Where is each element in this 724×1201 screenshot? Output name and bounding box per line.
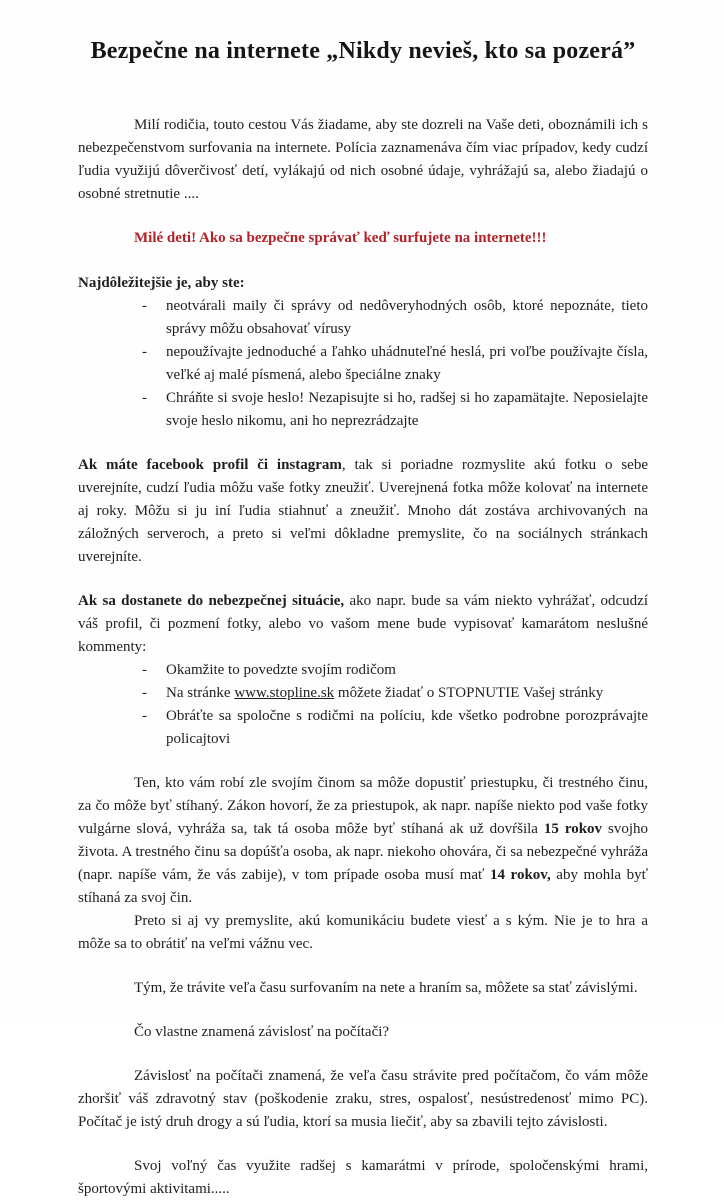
safety-rule-item-1: - neotvárali maily či správy od nedôveryhodných osôb, ktoré nepoznáte, tieto správy môžu obsahovať vírusy	[140, 295, 648, 341]
law-text-run-2: svojho života. A trestného činu sa dopúšťa osoba, ak napr. niekoho ohovára, či sa nebezpečné vyhráža (napr. napíše vám, že vás zabije), v tom prípade osoba musí mať	[78, 821, 648, 883]
stopline-after-text: môžete žiadať o STOPNUTIE Vašej stránky	[334, 685, 604, 701]
law-text-run-3: aby mohla byť stíhaná za svoj čin.	[78, 867, 649, 906]
addiction-question-paragraph: Čo vlastne znamená závislosť na počítači?	[134, 1024, 390, 1040]
law-bold-15-rokov: 15 rokov	[543, 821, 603, 837]
time-online-paragraph: Tým, že trávite veľa času surfovaním na nete a hraním sa, môžete sa stať závislými.	[134, 980, 638, 996]
stopline-before-text: Na stránke	[166, 685, 235, 701]
facebook-paragraph	[78, 454, 648, 569]
intro-paragraph: Milí rodičia, touto cestou Vás žiadame, aby ste dozreli na Vaše deti, oboznámili ich s nebezpečenstvom surfovania na internete. Polícia zaznamenáva čím viac prípadov, kedy cudzí ľudia využijú dôverčivosť detí, vylákajú od nich osobné údaje, vyhrážajú sa, alebo žiadajú o osobné stretnutie ....	[78, 117, 648, 202]
free-time-paragraph: Svoj voľný čas využite radšej s kamarátmi v prírode, spoločenskými hrami, športovými aktivitami.....	[78, 1158, 648, 1197]
danger-paragraph	[78, 590, 648, 659]
law-paragraph	[78, 772, 648, 910]
addiction-definition-paragraph: Závislosť na počítači znamená, že veľa času strávite pred počítačom, čo vám môže zhoršiť váš zdravotný stav (poškodenie zraku, stres, ospalosť, nesústredenosť mimo PC). Počítač je istý druh drogy a sú ľudia, ktorí sa musia liečiť, aby sa zbavili tejto závislosti.	[78, 1068, 648, 1130]
danger-step-item-3: - Obráťte sa spoločne s rodičmi na políciu, kde všetko podrobne porozprávajte policajtovi	[140, 705, 648, 751]
stopline-url-link: www.stopline.sk	[234, 685, 335, 701]
safety-rule-item-2: - nepoužívajte jednoduché a ľahko uhádnuteľné heslá, pri voľbe používajte čísla, veľké aj malé písmená, alebo špeciálne znaky	[140, 341, 648, 387]
document-title: Bezpečne na internete „Nikdy nevieš, kto sa pozerá”	[90, 38, 636, 64]
law-bold-14-rokov: 14 rokov,	[489, 867, 551, 883]
safety-rule-item-3: - Chráňte si svoje heslo! Nezapisujte si ho, radšej si ho zapamätajte. Neposielajte svoje heslo nikomu, ani ho neprezrádzajte	[140, 387, 648, 433]
danger-lead-bold: Ak sa dostanete do nebezpečnej situácie,	[78, 593, 345, 609]
facebook-rest-text: , tak si poriadne rozmyslite akú fotku o sebe uverejníte, cudzí ľudia môžu vaše fotky zneužiť. Uverejnená fotka môže kolovať na internete aj roky. Môžu si ju iní ľudia stiahnuť a zneužiť. Mnoho dát zostáva archivovaných na záložných serveroch, a preto si veľmi dôkladne premyslite, čo na sociálnych stránkach uverejníte.	[78, 457, 648, 565]
danger-step-item-1: - Okamžite to povedzte svojím rodičom	[140, 659, 648, 682]
children-warning-heading: Milé deti! Ako sa bezpečne správať keď surfujete na internete!!!	[134, 230, 547, 246]
safety-rules-list	[140, 295, 648, 433]
danger-rest-text: ako napr. bude sa vám niekto vyhrážať, odcudzí váš profil, či pozmení fotky, alebo vo vašom mene bude vypisovať kamarátom neslušné kommenty:	[78, 593, 648, 655]
law-text-run-1: Ten, kto vám robí zle svojím činom sa môže dopustiť priestupku, či trestného činu, za čo môže byť stíhaný. Zákon hovorí, že za priestupok, ak napr. napíše niekto pod vaše fotky vulgárne slová, vyhráža sa, tak tá osoba môže byť stíhaná ak už dovŕšila	[78, 775, 648, 837]
think-communication-paragraph: Preto si aj vy premyslite, akú komunikáciu budete viesť a s kým. Nie je to hra a môže sa to obrátiť na veľmi vážnu vec.	[78, 913, 648, 952]
danger-step-item-2	[140, 682, 648, 705]
danger-steps-list	[140, 659, 648, 751]
facebook-lead-bold: Ak máte facebook profil či instagram	[78, 457, 342, 473]
section-heading-most-important: Najdôležitejšie je, aby ste:	[78, 275, 245, 291]
